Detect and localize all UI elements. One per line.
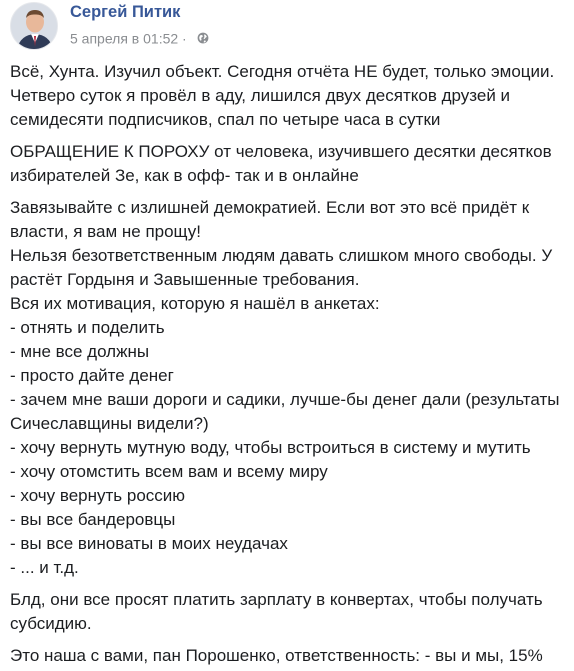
- post-line: субсидию.: [10, 614, 92, 633]
- post-meta: [70, 29, 209, 46]
- post-line: Нельзя безответственным людям давать слишком много свободы. У: [10, 246, 553, 265]
- list-item: - вы все виноваты в моих неудачах: [10, 534, 288, 553]
- post-paragraph: [10, 60, 570, 132]
- avatar-photo-icon: [11, 3, 58, 50]
- globe-icon[interactable]: [197, 32, 209, 44]
- post-line: Это наша с вами, пан Порошенко, ответственность: - вы и мы, 15%: [10, 646, 543, 665]
- post-line: Завязывайте с излишней демократией. Если вот это всё придёт к: [10, 198, 530, 217]
- post-line: власти, я вам не прощу!: [10, 222, 201, 241]
- list-item: - хочу вернуть мутную воду, чтобы встроиться в систему и мутить: [10, 438, 531, 457]
- list-item: - ... и т.д.: [10, 558, 79, 577]
- post-line: ОБРАЩЕНИЕ К ПОРОХУ от человека, изучившего десятки десятков: [10, 142, 552, 161]
- post-line: Четверо суток я провёл в аду, лишился двух десятков друзей и: [10, 86, 511, 105]
- list-item: - вы все бандеровцы: [10, 510, 176, 529]
- post-line: Всё, Хунта. Изучил объект. Сегодня отчёта НЕ будет, только эмоции.: [10, 62, 555, 81]
- post-line: Вся их мотивация, которую я нашёл в анкетах:: [10, 294, 380, 313]
- list-item: - зачем мне ваши дороги и садики, лучше-бы денег дали (результаты: [10, 390, 560, 409]
- post-paragraph: [10, 140, 570, 188]
- list-item: - просто дайте денег: [10, 366, 174, 385]
- post-line: растёт Гордыня и Завышенные требования.: [10, 270, 360, 289]
- post-body: [10, 60, 570, 671]
- post-line: избирателей Зе, как в офф- так и в онлайне: [10, 166, 359, 185]
- meta-separator: ·: [182, 30, 187, 47]
- post-timestamp[interactable]: 5 апреля в 01:52: [70, 30, 179, 47]
- post-line: Блд, они все просят платить зарплату в конвертах, чтобы получать: [10, 590, 543, 609]
- list-item: - хочу отомстить всем вам и всему миру: [10, 462, 328, 481]
- author-name-link[interactable]: Сергей Питик: [70, 3, 181, 21]
- list-item: - хочу вернуть россию: [10, 486, 186, 505]
- post-paragraph: [10, 644, 570, 668]
- list-item: - мне все должны: [10, 342, 150, 361]
- list-item: - отнять и поделить: [10, 318, 165, 337]
- post-paragraph: [10, 196, 570, 580]
- author-avatar[interactable]: [10, 2, 58, 50]
- post-line: семидесяти подписчиков, спал по четыре часа в сутки: [10, 110, 441, 129]
- post-paragraph: [10, 588, 570, 636]
- list-item: Сичеславщины видели?): [10, 414, 209, 433]
